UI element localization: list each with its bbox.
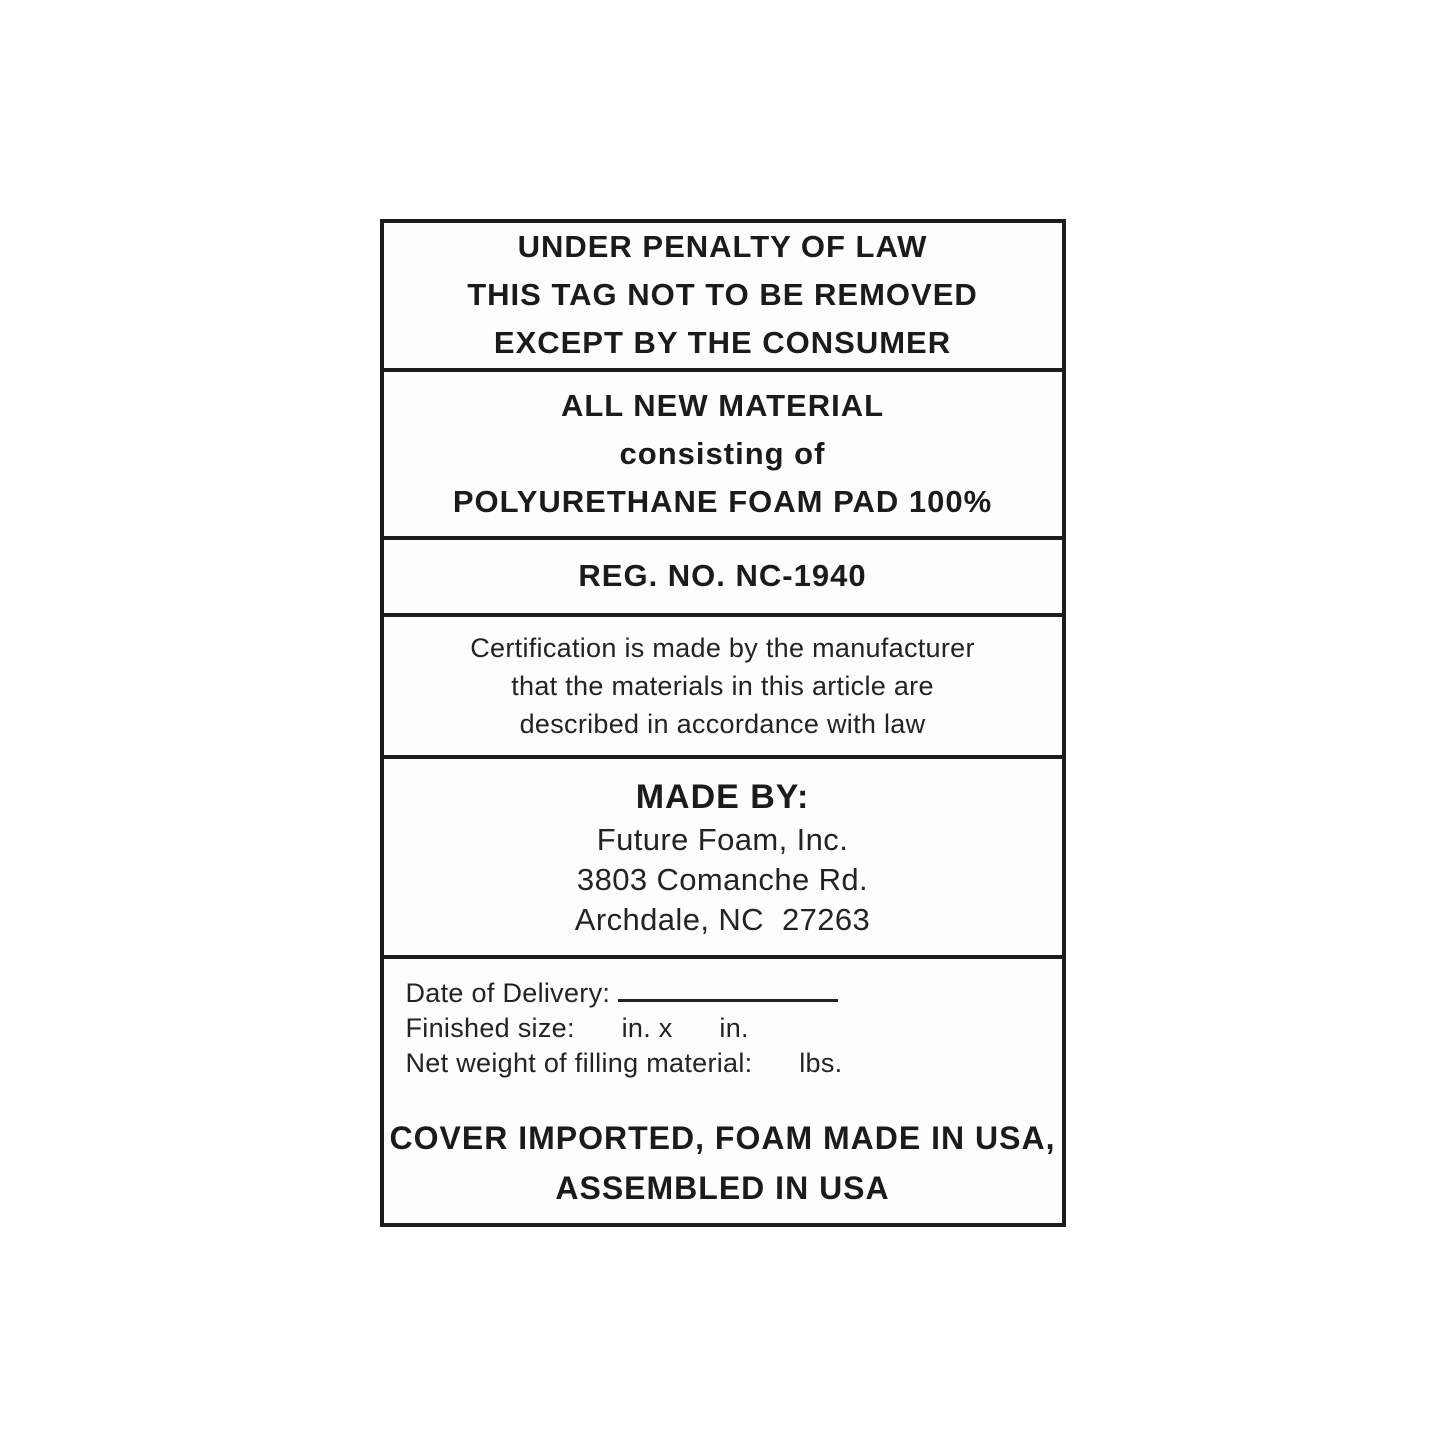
material-line-1: ALL NEW MATERIAL — [560, 387, 885, 423]
date-of-delivery-label: Date of Delivery: — [405, 977, 611, 1008]
net-weight-line: Net weight of filling material: lbs. — [405, 1047, 843, 1078]
registration-number: REG. NO. NC-1940 — [578, 558, 867, 593]
date-of-delivery-line — [406, 975, 1052, 1011]
material-line-3: POLYURETHANE FOAM PAD 100% — [452, 483, 993, 519]
certification-line-3: described in accordance with law — [519, 708, 926, 739]
certification-line-2: that the materials in this article are — [511, 670, 934, 701]
law-tag-label — [380, 219, 1066, 1227]
manufacturer-name: Future Foam, Inc. — [596, 821, 849, 857]
certification-section — [384, 613, 1062, 755]
finished-size-line: Finished size: in. x in. — [405, 1012, 749, 1043]
made-by-heading: MADE BY: — [635, 777, 810, 816]
fill-in-block — [384, 959, 1062, 1081]
penalty-line-1: UNDER PENALTY OF LAW — [517, 229, 928, 264]
penalty-line-3: EXCEPT BY THE CONSUMER — [493, 325, 952, 360]
penalty-line-2: THIS TAG NOT TO BE REMOVED — [467, 277, 978, 312]
penalty-section — [384, 223, 1062, 368]
made-by-section — [384, 755, 1062, 955]
material-line-2: consisting of — [619, 435, 826, 471]
origin-line-2: ASSEMBLED IN USA — [555, 1169, 890, 1206]
manufacturer-street: 3803 Comanche Rd. — [576, 861, 869, 897]
manufacturer-city-state-zip: Archdale, NC 27263 — [574, 901, 871, 937]
origin-statement — [384, 1113, 1062, 1223]
material-section — [384, 368, 1062, 536]
registration-section — [384, 536, 1062, 613]
origin-line-1: COVER IMPORTED, FOAM MADE IN USA, — [389, 1119, 1056, 1156]
date-of-delivery-blank — [618, 975, 838, 1002]
certification-line-1: Certification is made by the manufacturer — [470, 632, 975, 663]
details-section — [384, 955, 1062, 1223]
